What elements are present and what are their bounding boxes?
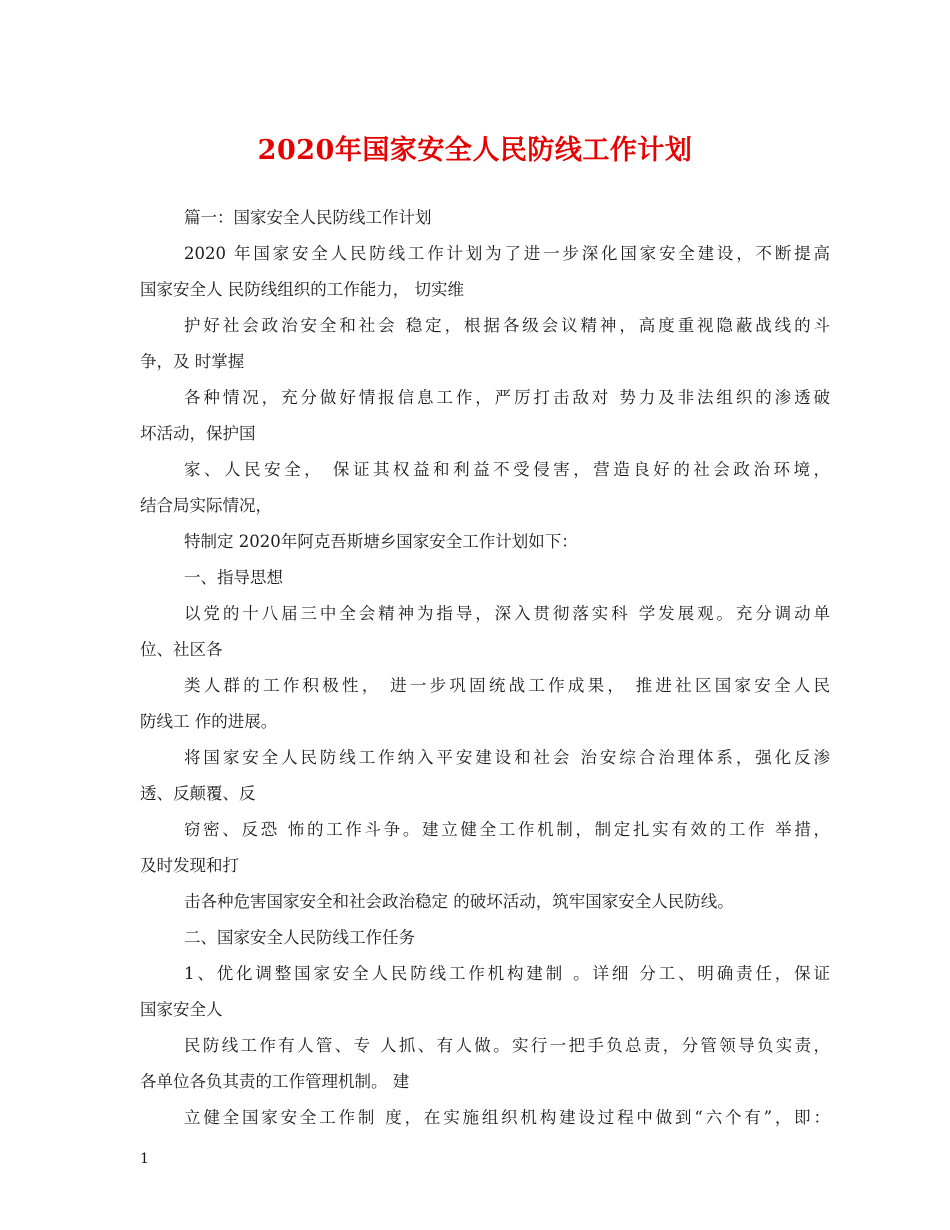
body-line: 以党的十八届三中全会精神为指导，深入贯彻落实科 学发展观。充分调动单 — [184, 604, 830, 623]
body-line: 将国家安全人民防线工作纳入平安建设和社会 治安综合治理体系，强化反渗 — [184, 748, 830, 767]
body-line: 篇一：国家安全人民防线工作计划 — [184, 208, 432, 227]
body-line: 二、国家安全人民防线工作任务 — [184, 928, 415, 947]
document-title: 2020年国家安全人民防线工作计划 — [257, 135, 693, 166]
body-line: 各种情况，充分做好情报信息工作，严厉打击敌对 势力及非法组织的渗透破 — [184, 388, 830, 407]
body-line: 及时发现和打 — [140, 856, 239, 875]
body-line: 击各种危害国家安全和社会政治稳定 的破坏活动，筑牢国家安全人民防线。 — [184, 892, 734, 911]
body-line: 家、人民安全， 保证其权益和利益不受侵害，营造良好的社会政治环境， — [184, 460, 830, 479]
body-line: 窃密、反恐 怖的工作斗争。建立健全工作机制，制定扎实有效的工作 举措， — [184, 820, 830, 839]
body-line: 特制定 2020年阿克吾斯塘乡国家安全工作计划如下： — [184, 532, 578, 551]
body-line: 防线工 作的进展。 — [140, 712, 278, 731]
body-line: 国家安全人 — [140, 1000, 223, 1019]
body-line: 民防线工作有人管、专 人抓、有人做。实行一把手负总责，分管领导负实责， — [184, 1036, 830, 1055]
body-line: 2020 年国家安全人民防线工作计划为了进一步深化国家安全建设，不断提高 — [184, 244, 830, 263]
body-line: 坏活动，保护国 — [140, 424, 256, 443]
document-body — [140, 200, 830, 1136]
body-line: 各单位各负其责的工作管理机制。 建 — [140, 1072, 410, 1091]
body-line: 国家安全人 民防线组织的工作能力， 切实维 — [140, 280, 464, 299]
body-line: 争，及 时掌握 — [140, 352, 245, 371]
body-line: 一、指导思想 — [184, 568, 283, 587]
body-line: 位、社区各 — [140, 640, 223, 659]
body-line: 立健全国家安全工作制 度，在实施组织机构建设过程中做到“六个有”，即： — [184, 1108, 830, 1127]
body-line: 类人群的工作积极性， 进一步巩固统战工作成果， 推进社区国家安全人民 — [184, 676, 830, 695]
body-line: 护好社会政治安全和社会 稳定，根据各级会议精神，高度重视隐蔽战线的斗 — [184, 316, 830, 335]
body-line: 透、反颠覆、反 — [140, 784, 256, 803]
page-number: 1 — [140, 1151, 149, 1167]
body-line: 1、优化调整国家安全人民防线工作机构建制 。详细 分工、明确责任，保证 — [184, 964, 830, 983]
body-line: 结合局实际情况， — [140, 496, 272, 515]
